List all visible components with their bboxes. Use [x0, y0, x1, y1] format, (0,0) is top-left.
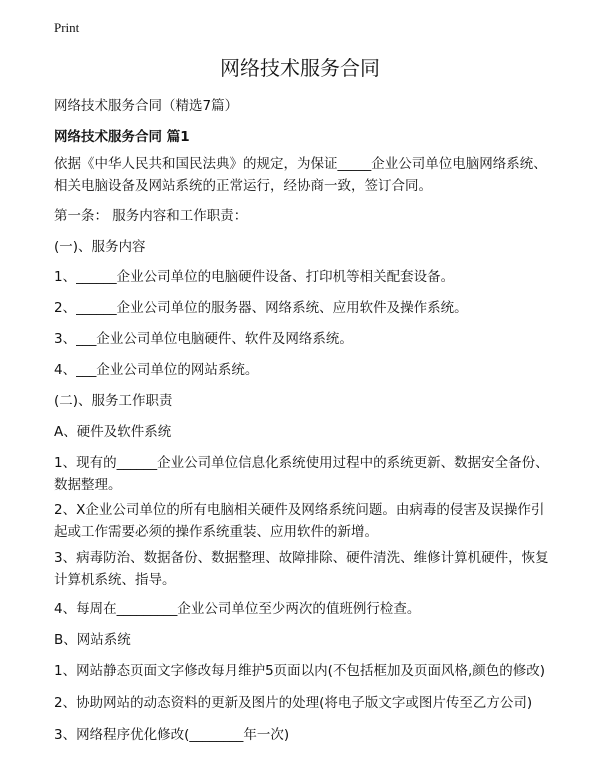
paragraph-item: 3、网络程序优化修改(________年一次) — [54, 727, 290, 743]
paragraph-item: 3、___企业公司单位电脑硬件、软件及网络系统。 — [54, 331, 353, 347]
paragraph-item: 4、___企业公司单位的网站系统。 — [54, 362, 259, 378]
paragraph-article-1: 第一条： 服务内容和工作职责： — [54, 208, 248, 224]
paragraph-item: 3、病毒防治、数据备份、数据整理、故障排除、硬件清洗、维修计算机硬件，恢复计算机系统、指导。 — [54, 550, 549, 588]
paragraph-item: 1、现有的______企业公司单位信息化系统使用过程中的系统更新、数据安全备份、数据整理。 — [54, 455, 549, 493]
paragraph-item: 1、网站静态页面文字修改每月维护5页面以内(不包括框加及页面风格,颜色的修改) — [54, 663, 546, 679]
paragraph-item: 2、______企业公司单位的服务器、网络系统、应用软件及操作系统。 — [54, 300, 468, 316]
document-subtitle: 网络技术服务合同（精选7篇） — [54, 98, 239, 114]
paragraph-service-content: (一)、服务内容 — [54, 239, 146, 255]
document-title: 网络技术服务合同 — [220, 56, 380, 80]
paragraph-item: 1、______企业公司单位的电脑硬件设备、打印机等相关配套设备。 — [54, 269, 455, 285]
print-link[interactable]: Print — [54, 20, 80, 35]
paragraph-item: 4、每周在_________企业公司单位至少两次的值班例行检查。 — [54, 601, 421, 617]
paragraph-item: 2、X企业公司单位的所有电脑相关硬件及网络系统问题。由病毒的侵害及误操作引起或工作需要必须的操作系统重装、应用软件的新增。 — [54, 502, 545, 540]
paragraph-intro: 依据《中华人民共和国民法典》的规定，为保证_____企业公司单位电脑网络系统、相关电脑设备及网站系统的正常运行，经协商一致，签订合同。 — [54, 156, 547, 194]
paragraph-duties-heading: (二)、服务工作职责 — [54, 393, 173, 409]
paragraph-website-heading: B、网站系统 — [54, 632, 131, 648]
paragraph-item: 2、协助网站的动态资料的更新及图片的处理(将电子版文字或图片传至乙方公司) — [54, 695, 533, 711]
paragraph-hardware-heading: A、硬件及软件系统 — [54, 424, 172, 440]
section-heading: 网络技术服务合同 篇1 — [54, 129, 190, 145]
